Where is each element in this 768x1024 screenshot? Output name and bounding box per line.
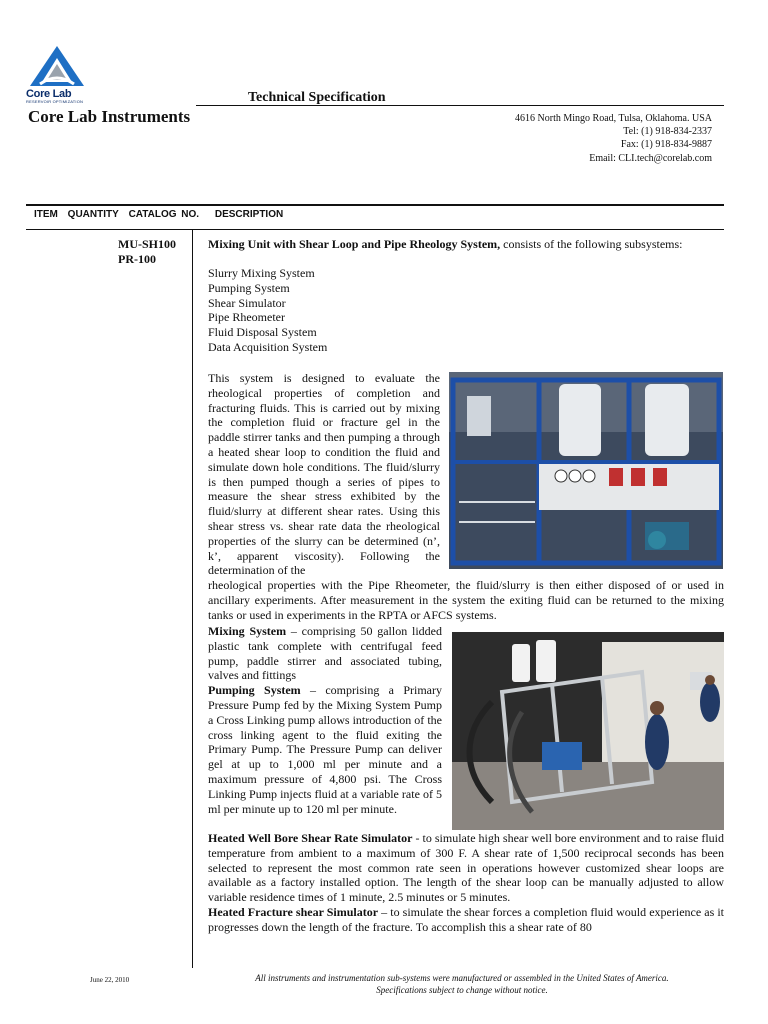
intro-text: consists of the following subsystems: (500, 237, 683, 251)
list-item: Pumping System (208, 280, 290, 295)
column-divider (192, 230, 193, 968)
section-heading: Pumping System (208, 683, 301, 698)
disclaimer-line: All instruments and instrumentation sub-systems were manufactured or assembled in the United States of America. (255, 973, 669, 983)
table-column-headers (34, 209, 288, 220)
system-overview-paragraph: This system is designed to evaluate the rheological properties of completion and fracturing fluids. This is carried out by mixing the completion fluid or fracture gel in the paddle stirrer tanks and then pumping a through a heated shear loop to condition the fluid and simulate down hole conditions. The fluid/slurry is then pumped though a series of pipes to measure the shear stress exhibited by the fluid/slurry at different shear rates. Using this shear stress vs. shear rate data the rheological properties of the slurry can be determined (n’, k’, apparent viscosity). Following the determination of the (208, 371, 440, 578)
contact-address (515, 112, 712, 165)
disclaimer-line: Specifications subject to change without notice. (376, 985, 548, 995)
logo-tagline: RESERVOIR OPTIMIZATION (26, 99, 84, 104)
subsystem-list (208, 266, 508, 355)
company-name: Core Lab Instruments (28, 107, 191, 126)
column-description: DESCRIPTION (214, 209, 284, 220)
address-fax: Fax: (1) 918-834-9887 (620, 139, 712, 151)
catalog-number: PR-100 (118, 252, 156, 266)
footer-disclaimer (200, 972, 724, 996)
column-catalog: CATALOG NO. (128, 209, 200, 220)
product-name: Mixing Unit with Shear Loop and Pipe Rheology System, (208, 237, 501, 251)
equipment-photo-front (449, 372, 723, 569)
catalog-numbers (118, 237, 176, 267)
intro-line (208, 237, 724, 252)
logo-wordmark: Core Lab (26, 88, 72, 100)
catalog-number: MU-SH100 (118, 237, 176, 251)
column-item: ITEM (34, 209, 58, 220)
section-heading: Heated Fracture shear Simulator (208, 904, 379, 919)
section-text: - to simulate high shear well bore environment and to raise fluid temperature from ambient to a maximum of 300 F. A shear rate of 1,500 reciprocal seconds has been selected to represent the most common rate seen in operations however customized shear loops are available as a factory installed option. The length of the shear loop can be manually adjusted to allow variable residence times of 1 minute, 2.5 minutes or 5 minutes. (208, 831, 725, 905)
section-heading: Mixing System (208, 624, 287, 638)
address-tel: Tel: (1) 918-834-2337 (623, 126, 712, 138)
list-item: Data Acquisition System (208, 339, 328, 354)
address-street: 4616 North Mingo Road, Tulsa, Oklahoma. USA (515, 113, 712, 124)
address-email: Email: CLI.tech@corelab.com (589, 152, 712, 164)
list-item: Pipe Rheometer (208, 310, 285, 325)
header-divider (196, 105, 724, 106)
list-item: Fluid Disposal System (208, 325, 317, 340)
column-quantity: QUANTITY (67, 209, 119, 220)
section-text: – comprising 50 gallon lidded plastic tank complete with centrifugal feed pump, paddle stirrer and associated tubing, valves and fittings (208, 624, 442, 683)
section-text: – comprising a Primary Pressure Pump fed by the Mixing System Pump a Cross Linking pump allows introduction of the cross linking agent to the fluid exiting the Primary Pump. The Pressure Pump can deliver gel at up to 1,000 ml per minute and a maximum pressure of 4,800 psi. The Cross Linking Pump injects fluid at a variable rate of 5 ml per minute up to 120 ml per minute. (208, 683, 443, 816)
footer-date: June 22, 2010 (90, 976, 130, 984)
shear-simulator-paragraph (208, 831, 724, 935)
list-item: Shear Simulator (208, 295, 286, 310)
section-text: – to simulate the shear forces a completion fluid would experience as it progresses down the length of the fracture. To accomplish this a shear rate of 80 (208, 904, 724, 934)
list-item: Slurry Mixing System (208, 266, 315, 280)
section-heading: Heated Well Bore Shear Rate Simulator (208, 831, 413, 845)
system-overview-continued: rheological properties with the Pipe Rheometer, the fluid/slurry is then either disposed of or used in ancillary experiments. After measurement in the system the exiting fluid can be returned to the mixing tanks or used in experiments in the RPTA or AFCS systems. (208, 578, 724, 622)
table-header-rule (26, 229, 724, 230)
mixing-pumping-paragraph (208, 624, 442, 816)
equipment-photo-lab (452, 632, 724, 830)
document-title: Technical Specification (248, 90, 386, 105)
table-top-rule (26, 204, 724, 206)
